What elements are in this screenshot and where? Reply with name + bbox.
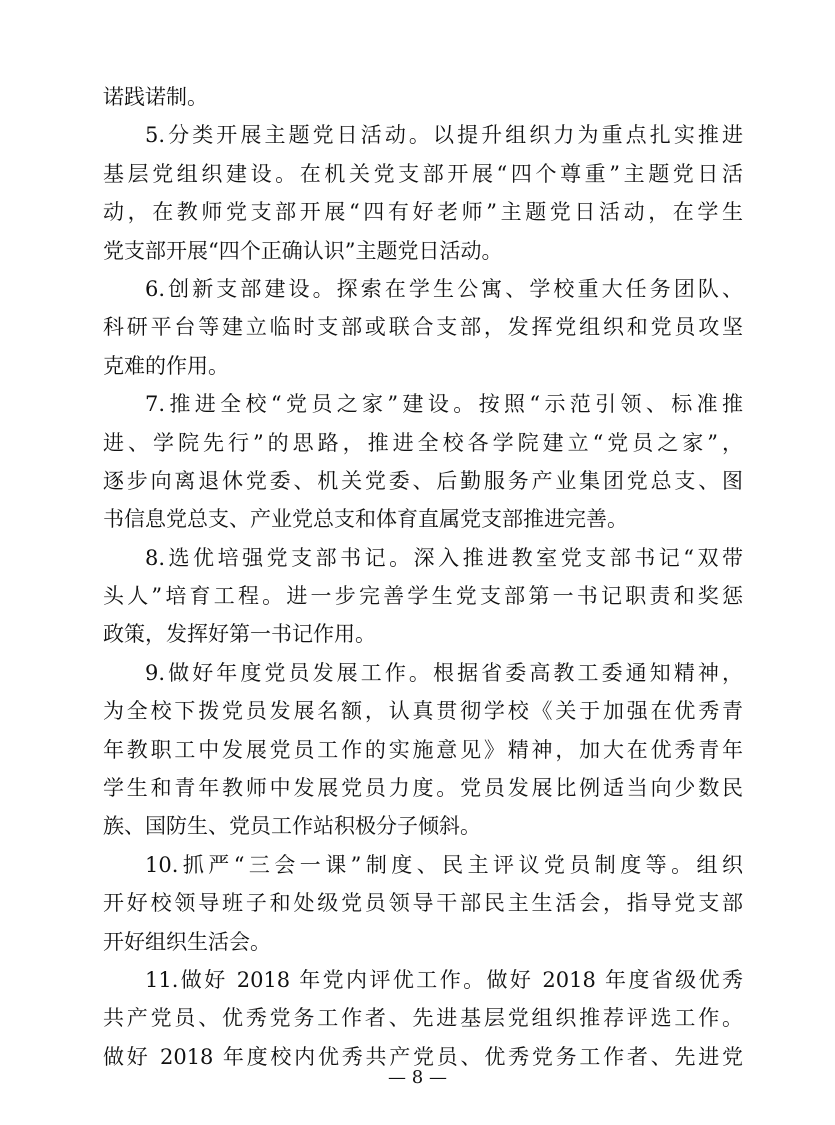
text-line-item-6: 6.创新支部建设。探索在学生公寓、学校重大任务团队、 [145, 276, 743, 301]
text-line: 克难的作用。 [103, 353, 229, 378]
text-line: 开好校领导班子和处级党员领导干部民主生活会，指导党支部 [103, 891, 743, 916]
text-line-item-8: 8.选优培强党支部书记。深入推进教室党支部书记“双带 [145, 545, 743, 570]
text-line-item-5: 5.分类开展主题党日活动。以提升组织力为重点扎实推进 [145, 123, 743, 148]
page-number: — 8 — [388, 1067, 447, 1088]
text-line-item-9: 9.做好年度党员发展工作。根据省委高教工委通知精神， [145, 660, 743, 685]
text-line: 做好 2018 年度校内优秀共产党员、优秀党务工作者、先进党 [103, 1044, 743, 1069]
body-text [103, 78, 743, 1076]
text-line: 基层党组织建设。在机关党支部开展“四个尊重”主题党日活 [103, 161, 743, 186]
text-line: 政策，发挥好第一书记作用。 [103, 622, 376, 647]
text-line: 动，在教师党支部开展“四有好老师”主题党日活动，在学生 [103, 200, 743, 225]
text-line: 逐步向离退休党委、机关党委、后勤服务产业集团党总支、图 [103, 468, 743, 493]
text-line: 族、国防生、党员工作站积极分子倾斜。 [103, 814, 481, 839]
text-line-item-11: 11.做好 2018 年党内评优工作。做好 2018 年度省级优秀 [145, 967, 743, 992]
text-line: 书信息党总支、产业党总支和体育直属党支部推进完善。 [103, 507, 628, 532]
text-line: 开好组织生活会。 [103, 929, 271, 954]
text-line-item-10: 10.抓严“三会一课”制度、民主评议党员制度等。组织 [145, 852, 743, 877]
text-line: 年教职工中发展党员工作的实施意见》精神，加大在优秀青年 [103, 737, 743, 762]
text-line: 进、学院先行”的思路，推进全校各学院建立“党员之家”， [103, 430, 743, 455]
text-line-item-7: 7.推进全校“党员之家”建设。按照“示范引领、标准推 [145, 392, 743, 417]
text-line: 头人”培育工程。进一步完善学生党支部第一书记职责和奖惩 [103, 584, 743, 609]
text-line-continuation: 诺践诺制。 [103, 85, 208, 109]
text-line: 共产党员、优秀党务工作者、先进基层党组织推荐评选工作。 [103, 1006, 743, 1031]
text-line: 科研平台等建立临时支部或联合支部，发挥党组织和党员攻坚 [103, 315, 743, 340]
text-line: 为全校下拨党员发展名额，认真贯彻学校《关于加强在优秀青 [103, 699, 743, 724]
text-line: 学生和青年教师中发展党员力度。党员发展比例适当向少数民 [103, 776, 743, 801]
text-line: 党支部开展“四个正确认识”主题党日活动。 [103, 238, 503, 263]
